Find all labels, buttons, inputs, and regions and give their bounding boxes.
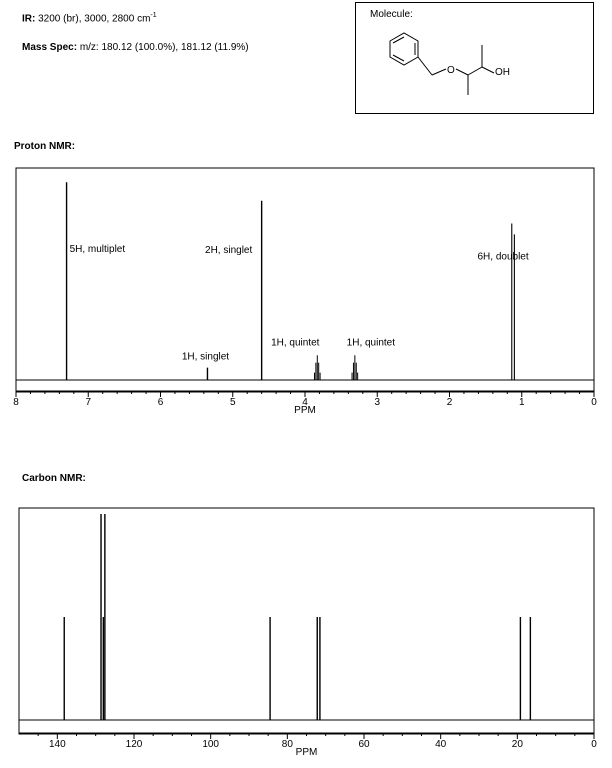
bond [432,69,446,75]
peak-label: 2H, singlet [205,244,253,256]
proton-nmr-chart [0,160,612,425]
ir-line [22,12,157,24]
atom-oxygen: O [447,65,455,76]
ir-label: IR: [22,13,36,25]
x-tick-label: 6 [157,397,164,408]
x-tick-label: 2 [446,397,453,408]
proton-nmr-title: Proton NMR: [14,141,76,152]
x-tick-label: 7 [85,397,92,408]
mass-spec-line [22,42,249,53]
peak-label: 1H, quintet [271,337,320,349]
molecule-title: Molecule: [370,9,413,20]
molecule-box [355,2,594,114]
x-tick-label: 40 [435,739,447,750]
peak-label: 1H, singlet [181,351,230,363]
x-tick-label: 80 [281,739,293,750]
peak-label: 6H, doublet [477,251,529,263]
x-tick-label: 8 [13,397,19,408]
plot-frame [16,168,594,392]
bond [418,57,432,75]
bond [456,69,468,75]
atom-hydroxyl: OH [495,67,510,78]
peak-label: 5H, multiplet [69,244,126,256]
ir-unit-sup: -1 [150,12,157,19]
x-tick-label: 0 [591,739,597,750]
x-tick-label: 1 [518,397,525,408]
x-axis-label: PPM [295,747,318,758]
x-tick-label: 60 [358,739,370,750]
benzene-ring [390,33,418,65]
nmr-peak [352,355,358,380]
bond [482,67,494,73]
mass-spec-value: m/z: 180.12 (100.0%), 181.12 (11.9%) [79,42,249,53]
x-axis-label: PPM [294,405,316,416]
ir-value: 3200 (br), 3000, 2800 cm [38,13,151,25]
molecule-structure [356,3,593,113]
x-tick-label: 4 [302,397,308,408]
x-tick-label: 0 [591,397,597,408]
mass-spec-label: Mass Spec: [22,42,78,53]
carbon-nmr-chart [0,500,612,768]
x-tick-label: 140 [48,739,66,750]
nmr-peak [512,223,515,380]
x-tick-label: 5 [229,397,236,408]
carbon-nmr-title: Carbon NMR: [22,473,86,484]
x-tick-label: 100 [202,739,220,750]
bond [468,67,482,75]
x-tick-label: 20 [511,739,523,750]
peak-label: 1H, quintet [346,337,396,349]
nmr-peak [314,355,320,380]
x-tick-label: 3 [374,397,381,408]
x-tick-label: 120 [125,739,143,750]
